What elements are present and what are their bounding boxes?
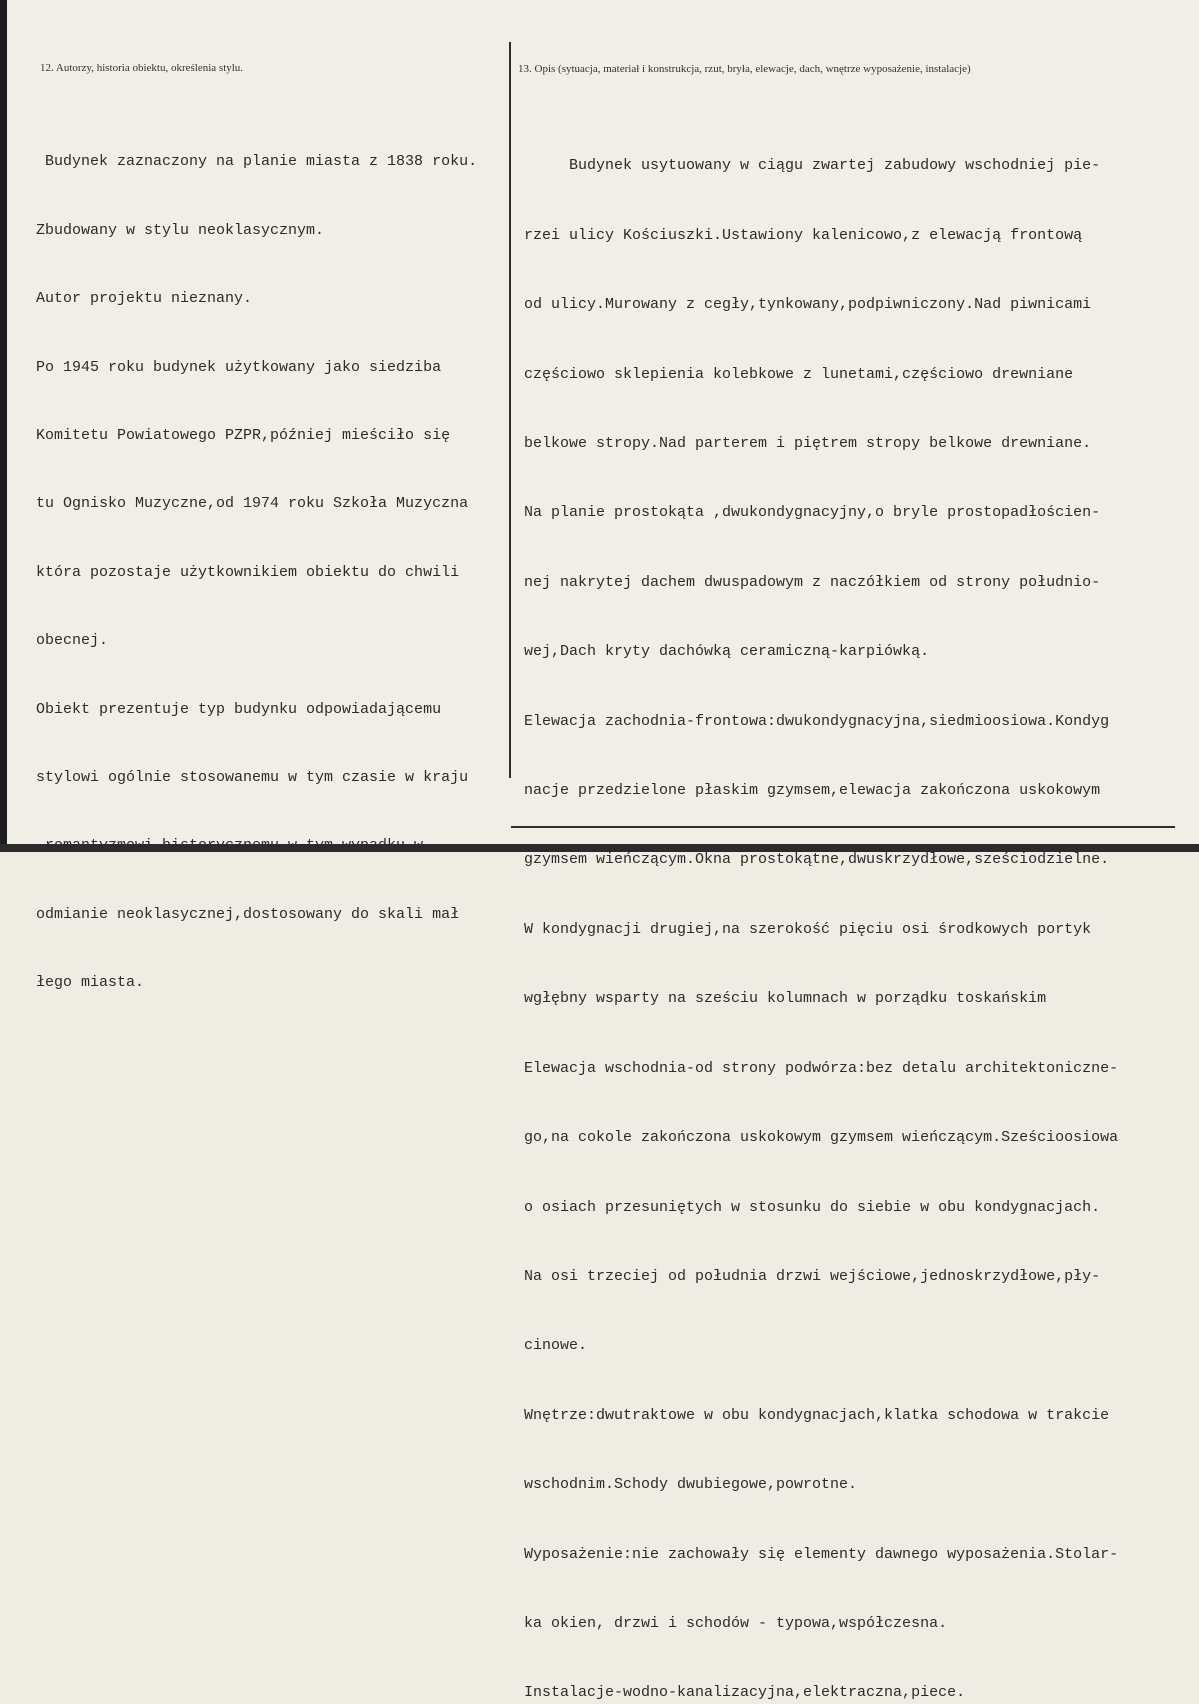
text-line: cinowe. bbox=[524, 1337, 588, 1355]
text-line: nacje przedzielone płaskim gzymsem,elewacja zakończona uskokowym bbox=[524, 782, 1101, 800]
text-line: tu Ognisko Muzyczne,od 1974 roku Szkoła Muzyczna bbox=[36, 495, 469, 513]
text-line: rzei ulicy Kościuszki.Ustawiony kalenicowo,z elewacją frontową bbox=[524, 226, 1083, 244]
text-line: Budynek usytuowany w ciągu zwartej zabudowy wschodniej pie- bbox=[524, 157, 1101, 175]
text-line: wgłębny wsparty na sześciu kolumnach w porządku toskańskim bbox=[524, 990, 1047, 1008]
text-line: Elewacja zachodnia-frontowa:dwukondygnacyjna,siedmioosiowa.Kondyg bbox=[524, 712, 1110, 730]
text-line: Wnętrze:dwutraktowe w obu kondygnacjach,klatka schodowa w trakcie bbox=[524, 1406, 1110, 1424]
text-line: nej nakrytej dachem dwuspadowym z naczółkiem od strony południo- bbox=[524, 573, 1101, 591]
column-divider bbox=[509, 42, 511, 778]
text-line: belkowe stropy.Nad parterem i piętrem stropy belkowe drewniane. bbox=[524, 435, 1092, 453]
text-line: Obiekt prezentuje typ budynku odpowiadającemu bbox=[36, 700, 442, 718]
section-12-text bbox=[36, 96, 477, 1039]
text-line: wschodnim.Schody dwubiegowe,powrotne. bbox=[524, 1476, 858, 1494]
text-line: Komitetu Powiatowego PZPR,później mieściło się bbox=[36, 427, 451, 445]
text-line: Na osi trzeciej od południa drzwi wejściowe,jednoskrzydłowe,pły- bbox=[524, 1267, 1101, 1285]
section-13-text bbox=[524, 98, 1118, 1704]
text-line: która pozostaje użytkownikiem obiektu do chwili bbox=[36, 563, 460, 581]
text-line: łego miasta. bbox=[36, 974, 145, 992]
section-13-heading: 13. Opis (sytuacja, materiał i konstrukcja, rzut, bryła, elewacje, dach, wnętrze wyposażenie, instalacje) bbox=[518, 63, 971, 75]
text-line: Autor projektu nieznany. bbox=[36, 290, 253, 308]
text-line: o osiach przesuniętych w stosunku do siebie w obu kondygnacjach. bbox=[524, 1198, 1101, 1216]
text-line: od ulicy.Murowany z cegły,tynkowany,podpiwniczony.Nad piwnicami bbox=[524, 296, 1092, 314]
text-line: częściowo sklepienia kolebkowe z lunetami,częściowo drewniane bbox=[524, 365, 1074, 383]
text-line: -romantyzmowi historycznemu,w tym wypadku w bbox=[36, 837, 424, 855]
text-line: Budynek zaznaczony na planie miasta z 1838 roku. bbox=[36, 153, 478, 171]
text-line: go,na cokole zakończona uskokowym gzymsem wieńczącym.Sześcioosiowa bbox=[524, 1129, 1119, 1147]
text-line: Instalacje-wodno-kanalizacyjna,elektraczna,piece. bbox=[524, 1684, 966, 1702]
text-line: Wyposażenie:nie zachowały się elementy dawnego wyposażenia.Stolar- bbox=[524, 1545, 1119, 1563]
text-line: obecnej. bbox=[36, 632, 109, 650]
scan-left-edge bbox=[0, 0, 7, 852]
text-line: ka okien, drzwi i schodów - typowa,współczesna. bbox=[524, 1614, 948, 1632]
text-line: Po 1945 roku budynek użytkowany jako siedziba bbox=[36, 358, 442, 376]
section-12-heading: 12. Autorzy, historia obiektu, określenia stylu. bbox=[40, 62, 244, 74]
text-line: Elewacja wschodnia-od strony podwórza:bez detalu architektoniczne- bbox=[524, 1059, 1119, 1077]
text-line: wej,Dach kryty dachówką ceramiczną-karpiówką. bbox=[524, 643, 930, 661]
text-line: Na planie prostokąta ,dwukondygnacyjny,o bryle prostopadłościen- bbox=[524, 504, 1101, 522]
text-line: stylowi ogólnie stosowanemu w tym czasie w kraju bbox=[36, 769, 469, 787]
text-line: odmianie neoklasycznej,dostosowany do skali mał bbox=[36, 905, 460, 923]
text-line: W kondygnacji drugiej,na szerokość pięciu osi środkowych portyk bbox=[524, 920, 1092, 938]
text-line: Zbudowany w stylu neoklasycznym. bbox=[36, 221, 325, 239]
text-line: gzymsem wieńczącym.Okna prostokątne,dwuskrzydłowe,sześciodzielne. bbox=[524, 851, 1110, 869]
